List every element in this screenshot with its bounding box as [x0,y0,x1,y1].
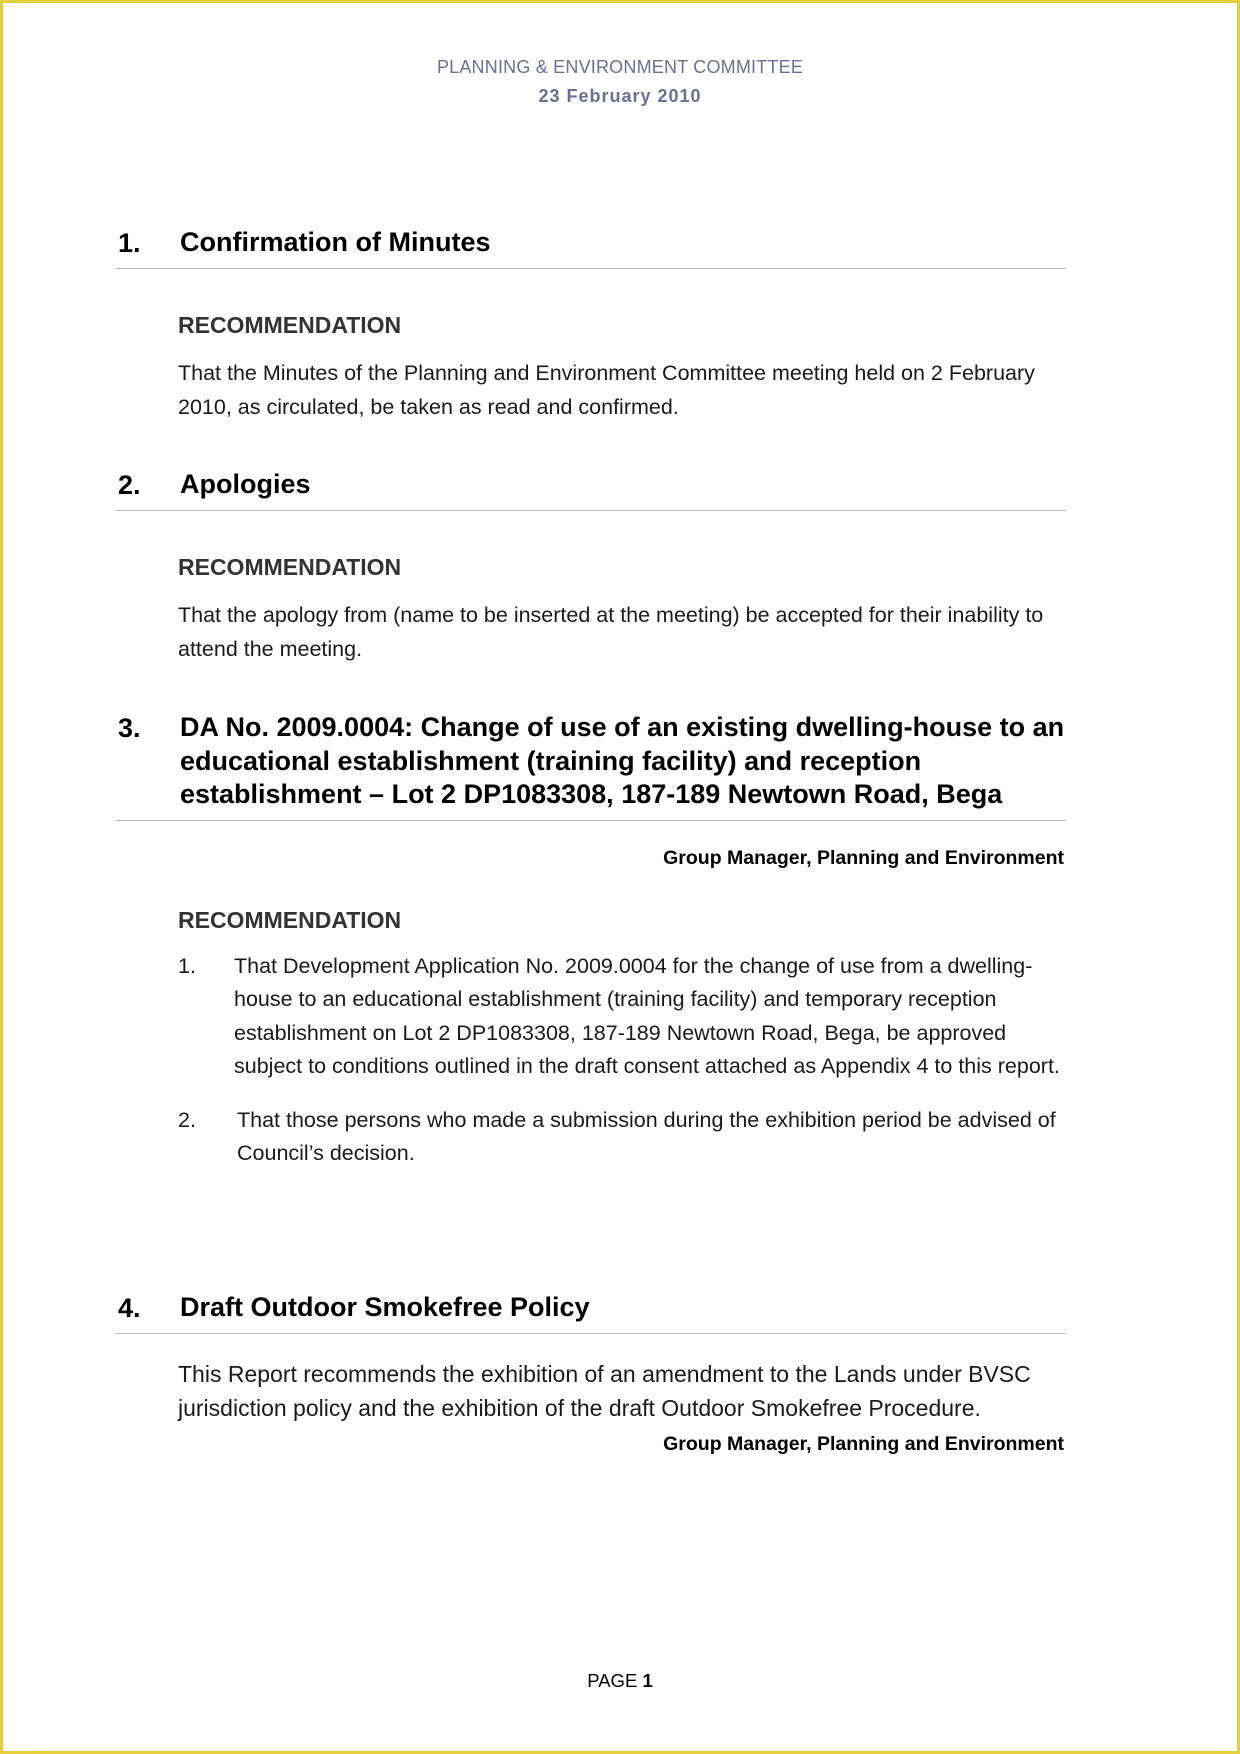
report-summary: This Report recommends the exhibition of an amendment to the Lands under BVSC jurisdiction policy and the exhibition of the draft Outdoor Smokefree Procedure. [178,1361,1031,1421]
recommendation-text: That the apology from (name to be inserted at the meeting) be accepted for their inability to attend the meeting. [178,603,1044,661]
section-title: Confirmation of Minutes [180,227,491,257]
section-apologies [115,468,1066,666]
section-number: 4. [118,1293,141,1323]
list-item-text: That Development Application No. 2009.0004 for the change of use from a dwelling-house to an educational establishment (training facility) and temporary reception establishment on Lot 2 DP1083308, 187-189 Newtown Road, Bega, be approved subject to conditions outlined in the draft consent attached as Appendix 4 to this report. [234,953,1060,1078]
section-heading [115,226,1066,269]
section-da-2009-0004 [115,711,1066,1171]
page-number: 1 [642,1670,653,1691]
section-number: 2. [118,470,141,500]
section-heading [115,1291,1066,1334]
meeting-date: 23 February 2010 [538,86,702,106]
list-item [178,1104,1066,1171]
section-number: 3. [118,713,141,743]
section-title: Apologies [180,469,311,499]
section-heading [115,711,1066,821]
recommendation-label: RECOMMENDATION [178,906,402,933]
recommendation-label: RECOMMENDATION [178,554,402,580]
recommendation-list [178,950,1066,1171]
report-author: Group Manager, Planning and Environment [663,1433,1064,1455]
section-confirmation-of-minutes [115,226,1066,424]
page-footer [0,1670,1240,1692]
list-item [178,950,1066,1084]
section-number: 1. [118,228,141,258]
section-heading [115,468,1066,511]
list-item-text: That those persons who made a submission during the exhibition period be advised of Council’s decision. [237,1107,1056,1165]
running-header [0,57,1240,107]
list-item-number: 2. [178,1107,196,1132]
section-title: DA No. 2009.0004: Change of use of an existing dwelling-house to an educational establishment (training facility) and reception establishment – Lot 2 DP1083308, 187-189 Newtown Road, Bega [180,712,1065,809]
page-label: PAGE [587,1670,638,1691]
recommendation-text: That the Minutes of the Planning and Environment Committee meeting held on 2 February 2010, as circulated, be taken as read and confirmed. [178,361,1035,419]
recommendation-label: RECOMMENDATION [178,312,402,338]
committee-name: PLANNING & ENVIRONMENT COMMITTEE [436,57,804,77]
section-title: Draft Outdoor Smokefree Policy [180,1292,590,1322]
list-item-number: 1. [178,953,196,978]
section-draft-outdoor-smokefree-policy [115,1291,1066,1456]
report-author: Group Manager, Planning and Environment [663,846,1064,869]
